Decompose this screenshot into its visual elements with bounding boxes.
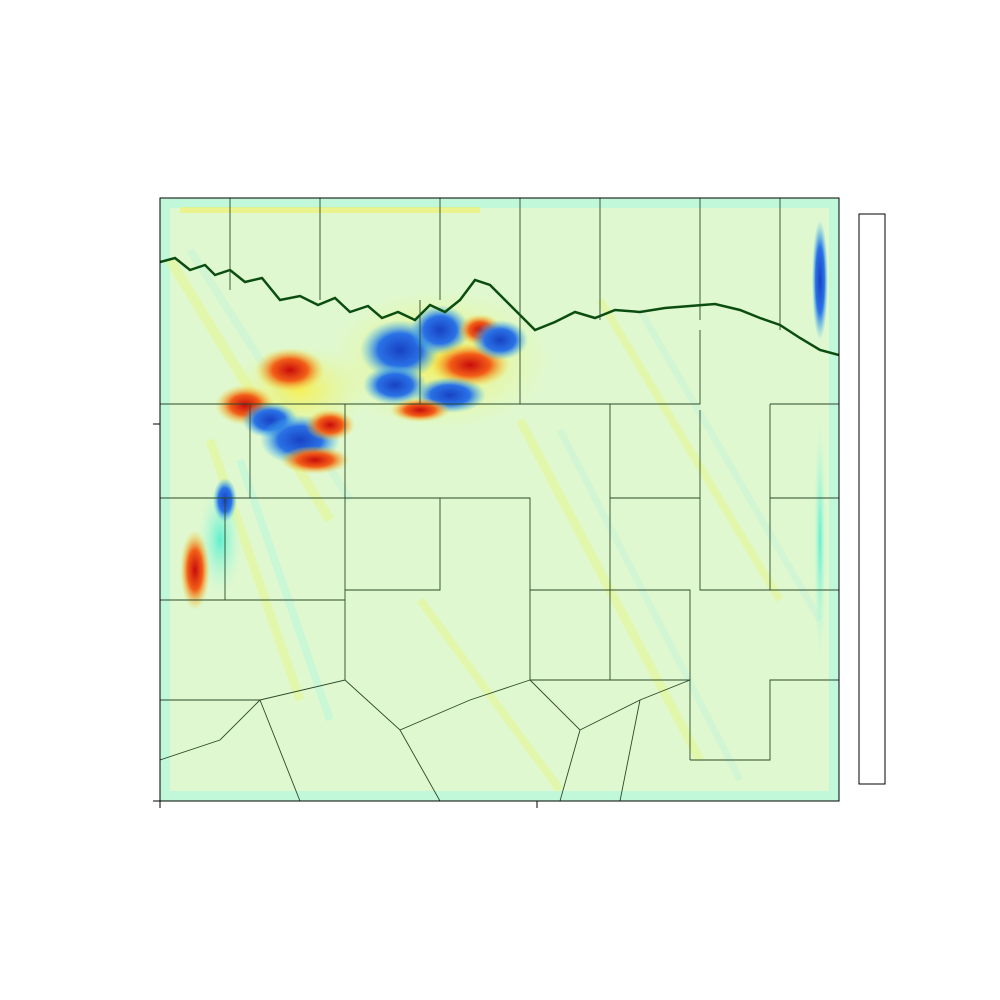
colorbar-frame — [859, 214, 885, 784]
